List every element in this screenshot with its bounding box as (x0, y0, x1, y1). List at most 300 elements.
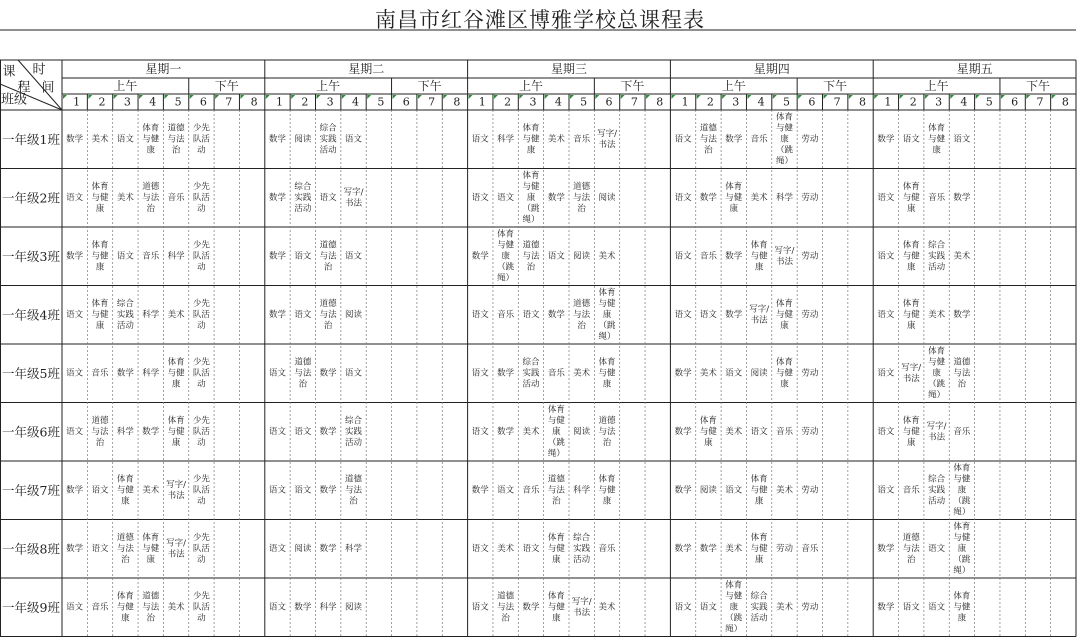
lesson-cell: （跳 (928, 379, 946, 390)
lesson-cell: 数学 (953, 309, 971, 320)
cell-comment-marker (367, 95, 371, 99)
lesson-cell: 语文 (345, 134, 363, 145)
lesson-cell: 与健 (547, 415, 565, 426)
lesson-cell: 数学 (877, 543, 895, 554)
day-label: 星期三 (550, 62, 588, 76)
lesson-cell: 语文 (547, 251, 565, 262)
lesson-cell: 语文 (66, 426, 84, 437)
lesson-cell: 康 (501, 251, 510, 262)
period-number-label: 3 (935, 95, 943, 109)
corner-label-ke: 课 (2, 64, 16, 80)
lesson-cell: 语文 (294, 251, 312, 262)
lesson-cell: 实践 (750, 602, 768, 613)
morning-label: 上午 (316, 79, 341, 93)
lesson-cell: 与法 (699, 134, 717, 145)
lesson-cell: 体育 (142, 532, 160, 543)
cell-comment-marker (976, 95, 980, 99)
lesson-cell: 绳） (953, 507, 971, 518)
lesson-cell: 语文 (66, 602, 84, 613)
lesson-cell: 阅读 (750, 368, 768, 379)
lesson-cell: 音乐 (775, 426, 793, 437)
lesson-cell: 科学 (167, 251, 185, 262)
lesson-cell: 治 (146, 613, 155, 624)
lesson-cell: 与健 (902, 309, 920, 320)
lesson-cell: 语文 (877, 192, 895, 203)
period-number-label: 7 (1036, 95, 1044, 109)
lesson-cell: 队活 (192, 251, 210, 262)
cell-comment-marker (697, 95, 701, 99)
class-name: 一年级7班 (2, 482, 60, 498)
lesson-cell: 体育 (953, 463, 971, 474)
lesson-cell: 阅读 (345, 309, 363, 320)
lesson-cell: 活动 (928, 496, 946, 507)
lesson-cell: 与健 (598, 298, 616, 309)
lesson-cell: 数学 (699, 543, 717, 554)
period-number-label: 3 (529, 95, 537, 109)
lesson-cell: 体育 (725, 181, 743, 192)
cell-comment-marker (164, 95, 168, 99)
period-number-label: 1 (884, 95, 892, 109)
lesson-cell: 语文 (471, 134, 489, 145)
lesson-cell: 治 (577, 320, 586, 331)
lesson-cell: 与健 (497, 240, 515, 251)
lesson-cell: 与健 (725, 192, 743, 203)
lesson-cell: 少先 (192, 123, 210, 134)
lesson-cell: 与健 (91, 309, 109, 320)
lesson-cell: 语文 (877, 368, 895, 379)
lesson-cell: 音乐 (142, 251, 160, 262)
lesson-cell: 科学 (142, 368, 160, 379)
lesson-cell: 语文 (674, 251, 692, 262)
lesson-cell: 语文 (294, 485, 312, 496)
lesson-cell: 数学 (522, 602, 540, 613)
lesson-cell: 语文 (471, 426, 489, 437)
lesson-cell: 科学 (775, 192, 793, 203)
lesson-cell: 阅读 (573, 251, 591, 262)
lesson-cell: 数学 (725, 134, 743, 145)
lesson-cell: 康 (526, 145, 536, 156)
lesson-cell: 语文 (116, 251, 134, 262)
lesson-cell: 写字/ (901, 362, 922, 373)
lesson-cell: 与健 (167, 426, 185, 437)
lesson-cell: 劳动 (801, 192, 819, 203)
lesson-cell: 阅读 (294, 543, 312, 554)
lesson-cell: 与健 (547, 602, 565, 613)
period-number-label: 8 (250, 95, 258, 109)
lesson-cell: （跳 (953, 496, 971, 507)
lesson-cell: 体育 (598, 474, 616, 485)
lesson-cell: 劳动 (801, 426, 819, 437)
lesson-cell: 康 (526, 192, 536, 203)
lesson-cell: 美术 (725, 426, 743, 437)
cell-comment-marker (1052, 95, 1056, 99)
lesson-cell: 与健 (775, 368, 793, 379)
lesson-cell: 康 (906, 262, 916, 273)
lesson-cell: 体育 (167, 357, 185, 368)
lesson-cell: 队活 (192, 543, 210, 554)
lesson-cell: 与健 (91, 192, 109, 203)
cell-comment-marker (1026, 95, 1030, 99)
lesson-cell: 道德 (497, 591, 515, 602)
lesson-cell: 与健 (725, 591, 743, 602)
lesson-cell: 音乐 (953, 426, 971, 437)
lesson-cell: （跳 (547, 437, 565, 448)
period-number-label: 8 (453, 95, 461, 109)
lesson-cell: 语文 (294, 426, 312, 437)
lesson-cell: 体育 (116, 591, 134, 602)
lesson-cell: 动 (197, 496, 206, 507)
lesson-cell: 数学 (953, 192, 971, 203)
class-name: 一年级2班 (2, 190, 60, 206)
lesson-cell: 与健 (522, 181, 540, 192)
cell-comment-marker (824, 95, 828, 99)
afternoon-label: 下午 (1025, 79, 1050, 93)
lesson-cell: 实践 (522, 368, 540, 379)
lesson-cell: 体育 (116, 474, 134, 485)
lesson-cell: 语文 (725, 485, 743, 496)
lesson-cell: 写字/ (166, 479, 187, 490)
lesson-cell: 体育 (775, 112, 793, 123)
page-title: 南昌市红谷滩区博雅学校总课程表 (375, 8, 705, 32)
lesson-cell: 康 (754, 554, 764, 565)
lesson-cell: 语文 (471, 543, 489, 554)
lesson-cell: 康 (95, 262, 105, 273)
period-number-label: 1 (275, 95, 283, 109)
lesson-cell: 阅读 (598, 192, 616, 203)
lesson-cell: 科学 (319, 602, 337, 613)
lesson-cell: 体育 (142, 123, 160, 134)
cell-comment-marker (114, 95, 118, 99)
lesson-cell: 治 (526, 262, 536, 273)
corner-label-banji: 班级 (0, 92, 28, 108)
lesson-cell: 少先 (192, 415, 210, 426)
period-number-label: 2 (909, 95, 917, 109)
lesson-cell: 语文 (471, 192, 489, 203)
lesson-cell: 综合 (928, 240, 946, 251)
lesson-cell: 数学 (268, 309, 286, 320)
lesson-cell: 美术 (725, 543, 743, 554)
lesson-cell: 少先 (192, 591, 210, 602)
lesson-cell: 与健 (547, 543, 565, 554)
lesson-cell: 治 (323, 320, 333, 331)
period-number-label: 1 (73, 95, 81, 109)
lesson-cell: 科学 (116, 426, 134, 437)
lesson-cell: 体育 (775, 357, 793, 368)
lesson-cell: 语文 (268, 368, 286, 379)
lesson-cell: 治 (552, 496, 561, 507)
lesson-cell: 语文 (674, 192, 692, 203)
lesson-cell: 康 (146, 554, 155, 565)
period-number-label: 4 (960, 95, 968, 109)
class-name: 一年级4班 (2, 307, 60, 323)
cell-comment-marker (849, 95, 853, 99)
lesson-cell: 体育 (699, 415, 717, 426)
lesson-cell: 道德 (142, 181, 160, 192)
lesson-cell: 少先 (192, 181, 210, 192)
lesson-cell: 与健 (598, 485, 616, 496)
lesson-cell: 写字/ (926, 421, 947, 432)
lesson-cell: 语文 (66, 368, 84, 379)
lesson-cell: 数学 (268, 134, 286, 145)
cell-comment-marker (570, 95, 574, 99)
lesson-cell: 综合 (294, 181, 312, 192)
lesson-cell: 与健 (953, 474, 971, 485)
period-number-label: 6 (1011, 95, 1019, 109)
lesson-cell: 与法 (573, 192, 591, 203)
lesson-cell: 绳） (775, 156, 793, 167)
lesson-cell: 体育 (953, 521, 971, 532)
lesson-cell: 与健 (902, 251, 920, 262)
lesson-cell: 语文 (471, 368, 489, 379)
period-number-label: 2 (706, 95, 714, 109)
lesson-cell: 绳） (497, 273, 515, 284)
class-name: 一年级9班 (2, 599, 60, 615)
lesson-cell: 体育 (953, 591, 971, 602)
lesson-cell: 队活 (192, 602, 210, 613)
lesson-cell: 数学 (319, 543, 337, 554)
lesson-cell: 与健 (750, 485, 768, 496)
lesson-cell: 语文 (268, 543, 286, 554)
lesson-cell: 道德 (547, 474, 565, 485)
lesson-cell: 与健 (953, 602, 971, 613)
period-number-label: 7 (630, 95, 638, 109)
lesson-cell: 康 (95, 320, 105, 331)
lesson-cell: 体育 (902, 415, 920, 426)
lesson-cell: 美术 (928, 309, 946, 320)
corner-label-shi: 时 (32, 62, 46, 78)
lesson-cell: 队活 (192, 309, 210, 320)
lesson-cell: 美术 (167, 602, 185, 613)
lesson-cell: 道德 (573, 298, 591, 309)
lesson-cell: 数学 (699, 192, 717, 203)
lesson-cell: 康 (171, 437, 181, 448)
lesson-cell: 与健 (116, 602, 134, 613)
period-number-label: 2 (98, 95, 106, 109)
lesson-cell: 写字/ (597, 128, 617, 139)
lesson-cell: 康 (552, 613, 561, 624)
morning-label: 上午 (924, 79, 949, 93)
lesson-cell: 动 (197, 379, 206, 390)
period-number-label: 6 (199, 95, 207, 109)
cell-comment-marker (519, 95, 523, 99)
lesson-cell: 活动 (573, 554, 591, 565)
lesson-cell: 数学 (674, 543, 692, 554)
lesson-cell: 劳动 (801, 251, 819, 262)
lesson-cell: 康 (780, 134, 789, 145)
lesson-cell: 书法 (167, 549, 185, 560)
cell-comment-marker (722, 95, 726, 99)
lesson-cell: 音乐 (547, 368, 565, 379)
lesson-cell: 与法 (522, 251, 540, 262)
lesson-cell: 实践 (573, 543, 591, 554)
lesson-cell: 综合 (750, 591, 768, 602)
lesson-cell: 与健 (167, 368, 185, 379)
lesson-cell: 语文 (877, 485, 895, 496)
lesson-cell: 康 (171, 379, 181, 390)
lesson-cell: 与健 (116, 485, 134, 496)
lesson-cell: 治 (349, 496, 358, 507)
lesson-cell: 实践 (294, 192, 312, 203)
lesson-cell: （跳 (497, 262, 515, 273)
lesson-cell: 美术 (598, 602, 616, 613)
lesson-cell: 数学 (66, 134, 84, 145)
lesson-cell: 数学 (497, 426, 515, 437)
lesson-cell: 语文 (953, 134, 971, 145)
lesson-cell: 音乐 (699, 251, 717, 262)
period-number-label: 1 (478, 95, 486, 109)
lesson-cell: 语文 (877, 251, 895, 262)
lesson-cell: 体育 (750, 240, 768, 251)
lesson-cell: 劳动 (801, 602, 819, 613)
lesson-cell: 音乐 (91, 368, 109, 379)
period-number-label: 2 (301, 95, 309, 109)
lesson-cell: 道德 (167, 123, 185, 134)
lesson-cell: 体育 (750, 474, 768, 485)
lesson-cell: 科学 (345, 543, 363, 554)
lesson-cell: 体育 (522, 123, 540, 134)
lesson-cell: 实践 (116, 309, 134, 320)
lesson-cell: 美术 (953, 251, 971, 262)
lesson-cell: 体育 (750, 532, 768, 543)
lesson-cell: 与法 (142, 602, 160, 613)
lesson-cell: 康 (146, 145, 155, 156)
lesson-cell: 语文 (345, 368, 363, 379)
lesson-cell: 语文 (674, 309, 692, 320)
corner-label-cheng: 程 (17, 80, 31, 96)
lesson-cell: 语文 (66, 309, 84, 320)
cell-comment-marker (291, 95, 295, 99)
class-name: 一年级6班 (2, 424, 60, 440)
lesson-cell: 与法 (497, 602, 515, 613)
lesson-cell: 数学 (319, 368, 337, 379)
cell-comment-marker (393, 95, 397, 99)
lesson-cell: 数学 (319, 426, 337, 437)
lesson-cell: 综合 (116, 298, 134, 309)
lesson-cell: 美术 (775, 485, 793, 496)
lesson-cell: 体育 (167, 415, 185, 426)
lesson-cell: 康 (780, 320, 789, 331)
lesson-cell: 实践 (319, 134, 337, 145)
lesson-cell: 体育 (547, 532, 565, 543)
lesson-cell: 语文 (497, 485, 515, 496)
day-label: 星期四 (753, 62, 790, 76)
lesson-cell: 体育 (902, 298, 920, 309)
lesson-cell: 语文 (877, 309, 895, 320)
lesson-cell: 写字/ (749, 304, 770, 315)
lesson-cell: 写字/ (343, 187, 364, 198)
lesson-cell: 语文 (902, 134, 920, 145)
period-number-label: 8 (859, 95, 867, 109)
lesson-cell: 美术 (116, 192, 134, 203)
lesson-cell: 语文 (66, 192, 84, 203)
lesson-cell: 体育 (598, 287, 616, 298)
afternoon-label: 下午 (620, 79, 645, 93)
period-number-label: 5 (377, 95, 385, 109)
class-name: 一年级8班 (2, 541, 60, 557)
lesson-cell: 动 (197, 145, 206, 156)
lesson-cell: 与法 (91, 426, 109, 437)
lesson-cell: 数学 (547, 309, 565, 320)
cell-comment-marker (342, 95, 346, 99)
lesson-cell: 书法 (167, 490, 185, 501)
lesson-cell: 康 (704, 437, 713, 448)
lesson-cell: 与健 (953, 532, 971, 543)
lesson-cell: 数学 (116, 368, 134, 379)
cell-comment-marker (88, 95, 92, 99)
lesson-cell: 美术 (750, 192, 768, 203)
cell-comment-marker (139, 95, 143, 99)
lesson-cell: 阅读 (699, 485, 717, 496)
lesson-cell: 阅读 (573, 426, 591, 437)
lesson-cell: 综合 (319, 123, 337, 134)
lesson-cell: 道德 (522, 240, 540, 251)
lesson-cell: 康 (932, 368, 941, 379)
lesson-cell: 绳） (598, 331, 616, 342)
cell-comment-marker (240, 95, 244, 99)
lesson-cell: 与健 (142, 543, 160, 554)
cell-comment-marker (595, 95, 599, 99)
lesson-cell: 少先 (192, 240, 210, 251)
lesson-cell: 科学 (142, 309, 160, 320)
lesson-cell: 治 (146, 203, 155, 214)
lesson-cell: 与法 (953, 368, 971, 379)
lesson-cell: 与法 (294, 368, 312, 379)
afternoon-label: 下午 (823, 79, 848, 93)
lesson-cell: 与健 (775, 123, 793, 134)
lesson-cell: 语文 (928, 602, 946, 613)
lesson-cell: 绳） (928, 390, 946, 401)
morning-label: 上午 (518, 79, 543, 93)
lesson-cell: 数学 (497, 368, 515, 379)
cell-comment-marker (874, 95, 878, 99)
lesson-cell: 语文 (268, 426, 286, 437)
cell-comment-marker (798, 95, 802, 99)
lesson-cell: 体育 (902, 181, 920, 192)
lesson-cell: 综合 (345, 415, 363, 426)
cell-comment-marker (215, 95, 219, 99)
lesson-cell: 康 (729, 602, 739, 613)
lesson-cell: 美术 (699, 368, 717, 379)
lesson-cell: 美术 (522, 426, 540, 437)
lesson-cell: 语文 (497, 192, 515, 203)
cell-comment-marker (747, 95, 751, 99)
lesson-cell: 阅读 (345, 602, 363, 613)
lesson-cell: 语文 (471, 309, 489, 320)
lesson-cell: 活动 (522, 379, 540, 390)
lesson-cell: 绳） (547, 448, 565, 459)
lesson-cell: 道德 (598, 415, 616, 426)
cell-comment-marker (494, 95, 498, 99)
cell-comment-marker (443, 95, 447, 99)
lesson-cell: 道德 (142, 591, 160, 602)
lesson-cell: 数学 (66, 543, 84, 554)
lesson-cell: 少先 (192, 474, 210, 485)
lesson-cell: 语文 (91, 543, 109, 554)
lesson-cell: 队活 (192, 134, 210, 145)
lesson-cell: 语文 (268, 602, 286, 613)
morning-label: 上午 (721, 79, 746, 93)
lesson-cell: 动 (197, 262, 206, 273)
lesson-cell: 康 (552, 554, 561, 565)
lesson-cell: 劳动 (801, 309, 819, 320)
period-number-label: 6 (808, 95, 816, 109)
lesson-cell: 道德 (294, 357, 312, 368)
lesson-cell: 书法 (775, 256, 793, 267)
lesson-cell: 数学 (66, 485, 84, 496)
lesson-cell: 活动 (294, 203, 312, 214)
lesson-cell: 动 (197, 554, 206, 565)
lesson-cell: 语文 (345, 251, 363, 262)
